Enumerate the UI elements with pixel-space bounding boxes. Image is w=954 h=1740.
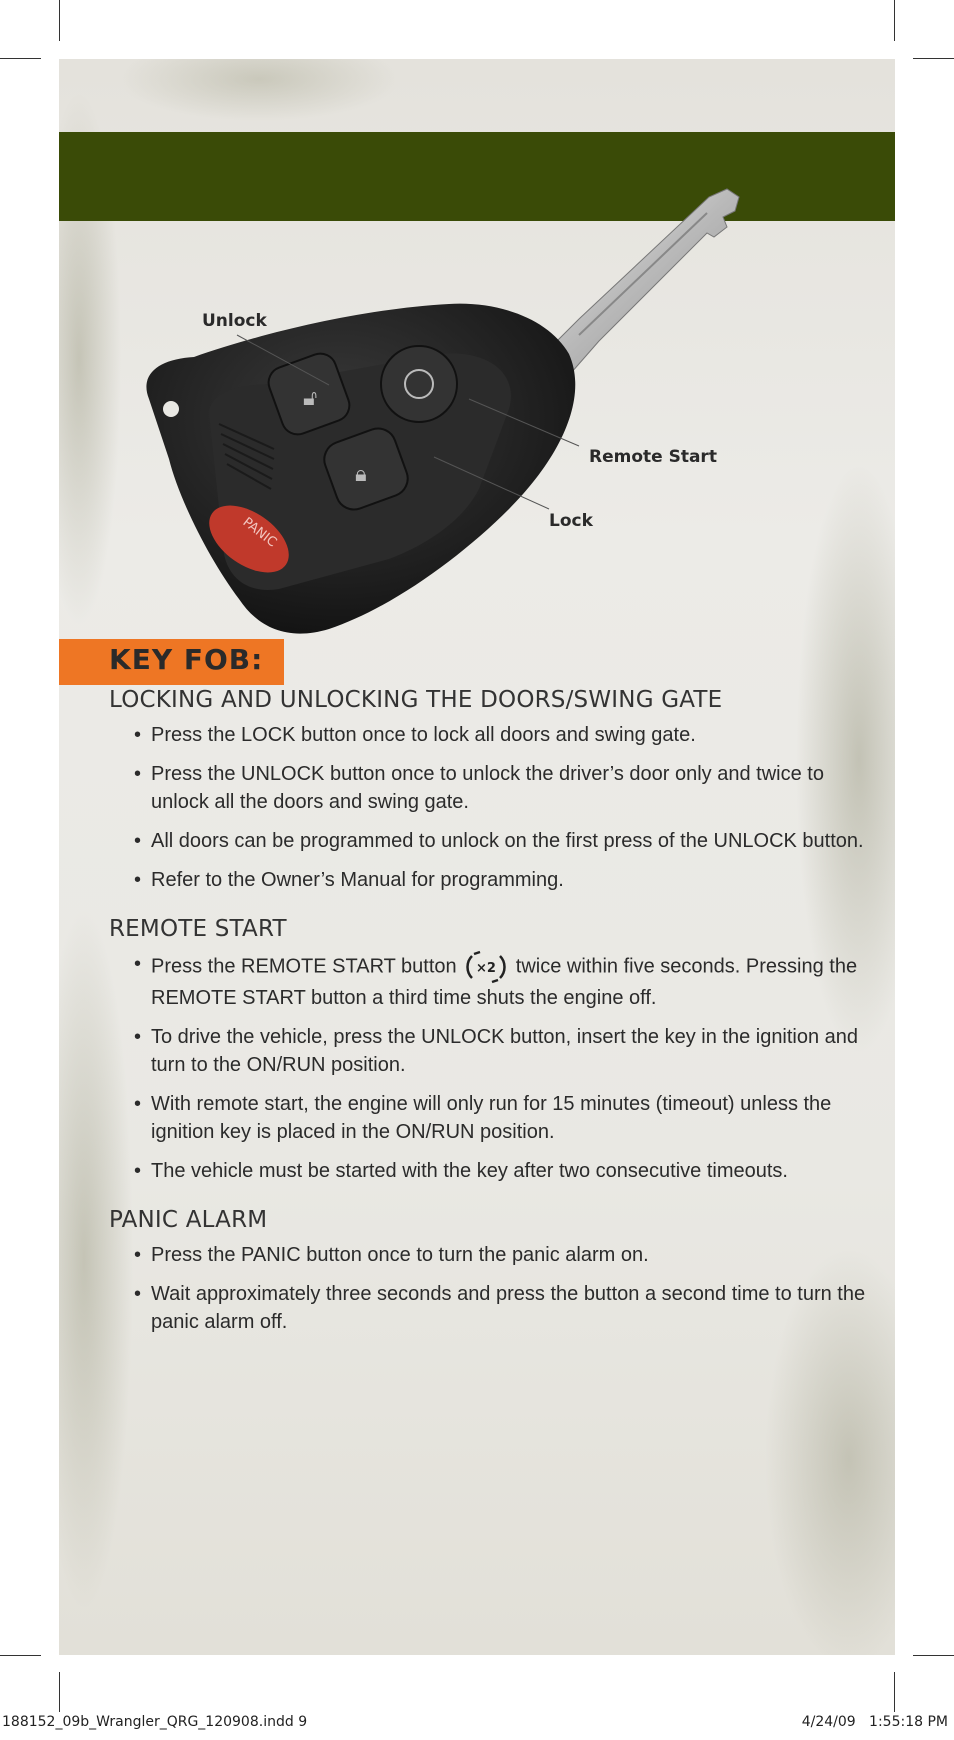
icon-label: ×2	[476, 961, 497, 976]
lock-callout: Lock	[549, 511, 593, 531]
remote-start-x2-icon	[464, 950, 508, 984]
list-item: • All doors can be programmed to unlock on the first press of the UNLOCK button.	[134, 827, 869, 855]
content	[109, 687, 869, 1358]
bullet-text: twice within five seconds. Pressing the REMOTE START button a third time shuts the engine off.	[151, 955, 858, 1009]
bullet-list	[109, 1241, 869, 1336]
section-panic-alarm	[109, 1207, 869, 1336]
print-slug-file: 188152_09b_Wrangler_QRG_120908.indd 9	[2, 1714, 308, 1730]
bullet-list	[109, 950, 869, 1185]
unlock-callout: Unlock	[202, 311, 267, 331]
list-item: • To drive the vehicle, press the UNLOCK button, insert the key in the ignition and turn to the ON/RUN position.	[134, 1023, 869, 1079]
crop-mark	[894, 0, 895, 41]
crop-mark	[0, 1655, 41, 1656]
crop-mark	[894, 1672, 895, 1712]
section-title: LOCKING AND UNLOCKING THE DOORS/SWING GATE	[109, 687, 723, 713]
page-heading: KEY FOB:	[109, 643, 264, 676]
bullet-list	[109, 721, 869, 894]
panic-label: PANIC	[239, 514, 280, 551]
print-slug-date: 4/24/09 1:55:18 PM	[801, 1714, 948, 1730]
key-fob-illustration	[59, 159, 895, 679]
crop-mark	[913, 1655, 954, 1656]
remote-start-callout: Remote Start	[589, 447, 717, 467]
manual-page	[59, 59, 895, 1655]
crop-mark	[59, 1672, 60, 1712]
list-item: • Refer to the Owner’s Manual for programming.	[134, 866, 869, 894]
section-locking	[109, 687, 869, 894]
svg-text:🔒︎: 🔒︎	[355, 462, 367, 487]
section-title: REMOTE START	[109, 916, 287, 942]
list-item: • The vehicle must be started with the key after two consecutive timeouts.	[134, 1157, 869, 1185]
key-fob-image	[59, 159, 895, 679]
fob-body-icon	[146, 304, 575, 634]
svg-text:🔓︎: 🔓︎	[303, 386, 318, 411]
list-item	[134, 950, 869, 1012]
crop-mark	[0, 58, 41, 59]
section-title: PANIC ALARM	[109, 1207, 268, 1233]
crop-mark	[59, 0, 60, 41]
list-item: • Wait approximately three seconds and press the button a second time to turn the panic alarm off.	[134, 1280, 869, 1336]
list-item: • With remote start, the engine will only run for 15 minutes (timeout) unless the ignition key is placed in the ON/RUN position.	[134, 1090, 869, 1146]
list-item: • Press the UNLOCK button once to unlock the driver’s door only and twice to unlock all the doors and swing gate.	[134, 760, 869, 816]
section-remote-start	[109, 916, 869, 1185]
list-item: • Press the PANIC button once to turn the panic alarm on.	[134, 1241, 869, 1269]
bullet-text: Press the REMOTE START button	[151, 955, 457, 978]
list-item: • Press the LOCK button once to lock all doors and swing gate.	[134, 721, 869, 749]
key-blade-icon	[539, 189, 739, 373]
crop-mark	[913, 58, 954, 59]
